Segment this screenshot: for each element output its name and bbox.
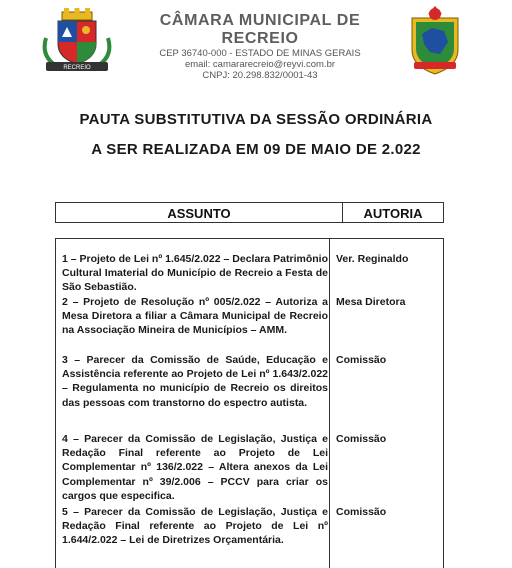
cnpj-line: CNPJ: 20.298.832/0001-43	[202, 70, 318, 81]
column-header-assunto: ASSUNTO	[167, 206, 231, 221]
agenda-item-5: 5 – Parecer da Comissão de Legislação, Justiça e Redação Final referente ao Projeto de Lei nº 1.644/2.022 – Lei de Diretrizes Orçamentária.	[62, 506, 328, 547]
organization-info	[122, 12, 398, 81]
agenda-item-3: 3 – Parecer da Comissão de Saúde, Educação e Assistência referente ao Projeto de Lei nº 1.643/2.022 – Regulamenta no município de Recreio os direitos das pessoas com transtorno do espectro autista.	[62, 354, 328, 409]
organization-name: CÂMARA MUNICIPAL DE RECREIO	[159, 12, 361, 47]
agenda-author-3: Comissão	[336, 354, 387, 366]
agenda-author-5: Comissão	[336, 506, 387, 518]
column-divider	[329, 239, 330, 568]
agenda-author-2: Mesa Diretora	[336, 296, 406, 308]
chamber-emblem-icon	[404, 4, 466, 76]
address-line: CEP 36740-000 - ESTADO DE MINAS GERAIS	[159, 48, 361, 59]
document-subtitle: A SER REALIZADA EM 09 DE MAIO DE 2.022	[91, 141, 421, 158]
agenda-item-1: 1 – Projeto de Lei nº 1.645/2.022 – Declara Patrimônio Cultural Imaterial do Município de Recreio a Festa de São Sebastião.	[62, 253, 328, 294]
column-header-autoria: AUTORIA	[363, 206, 423, 221]
svg-text:RECREIO: RECREIO	[63, 65, 91, 71]
email-line: email: camararecreio@reyvi.com.br	[184, 59, 336, 70]
document-title: PAUTA SUBSTITUTIVA DA SESSÃO ORDINÁRIA	[79, 111, 433, 128]
agenda-item-2: 2 – Projeto de Resolução nº 005/2.022 – Autoriza a Mesa Diretora a filiar a Câmara Municipal de Recreio na Associação Mineira de Municípios – AMM.	[62, 296, 328, 337]
table-header	[55, 202, 444, 223]
letterhead	[0, 0, 512, 80]
agenda-author-4: Comissão	[336, 433, 387, 445]
agenda-author-1: Ver. Reginaldo	[336, 253, 409, 265]
municipal-crest-icon	[40, 8, 114, 74]
agenda-item-4: 4 – Parecer da Comissão de Legislação, Justiça e Redação Final referente ao Projeto de Lei Complementar nº 136/2.022 – Altera anexos da Lei Complementar nº 39/2.006 – PCCV para criar os cargos que especifica.	[62, 433, 328, 502]
